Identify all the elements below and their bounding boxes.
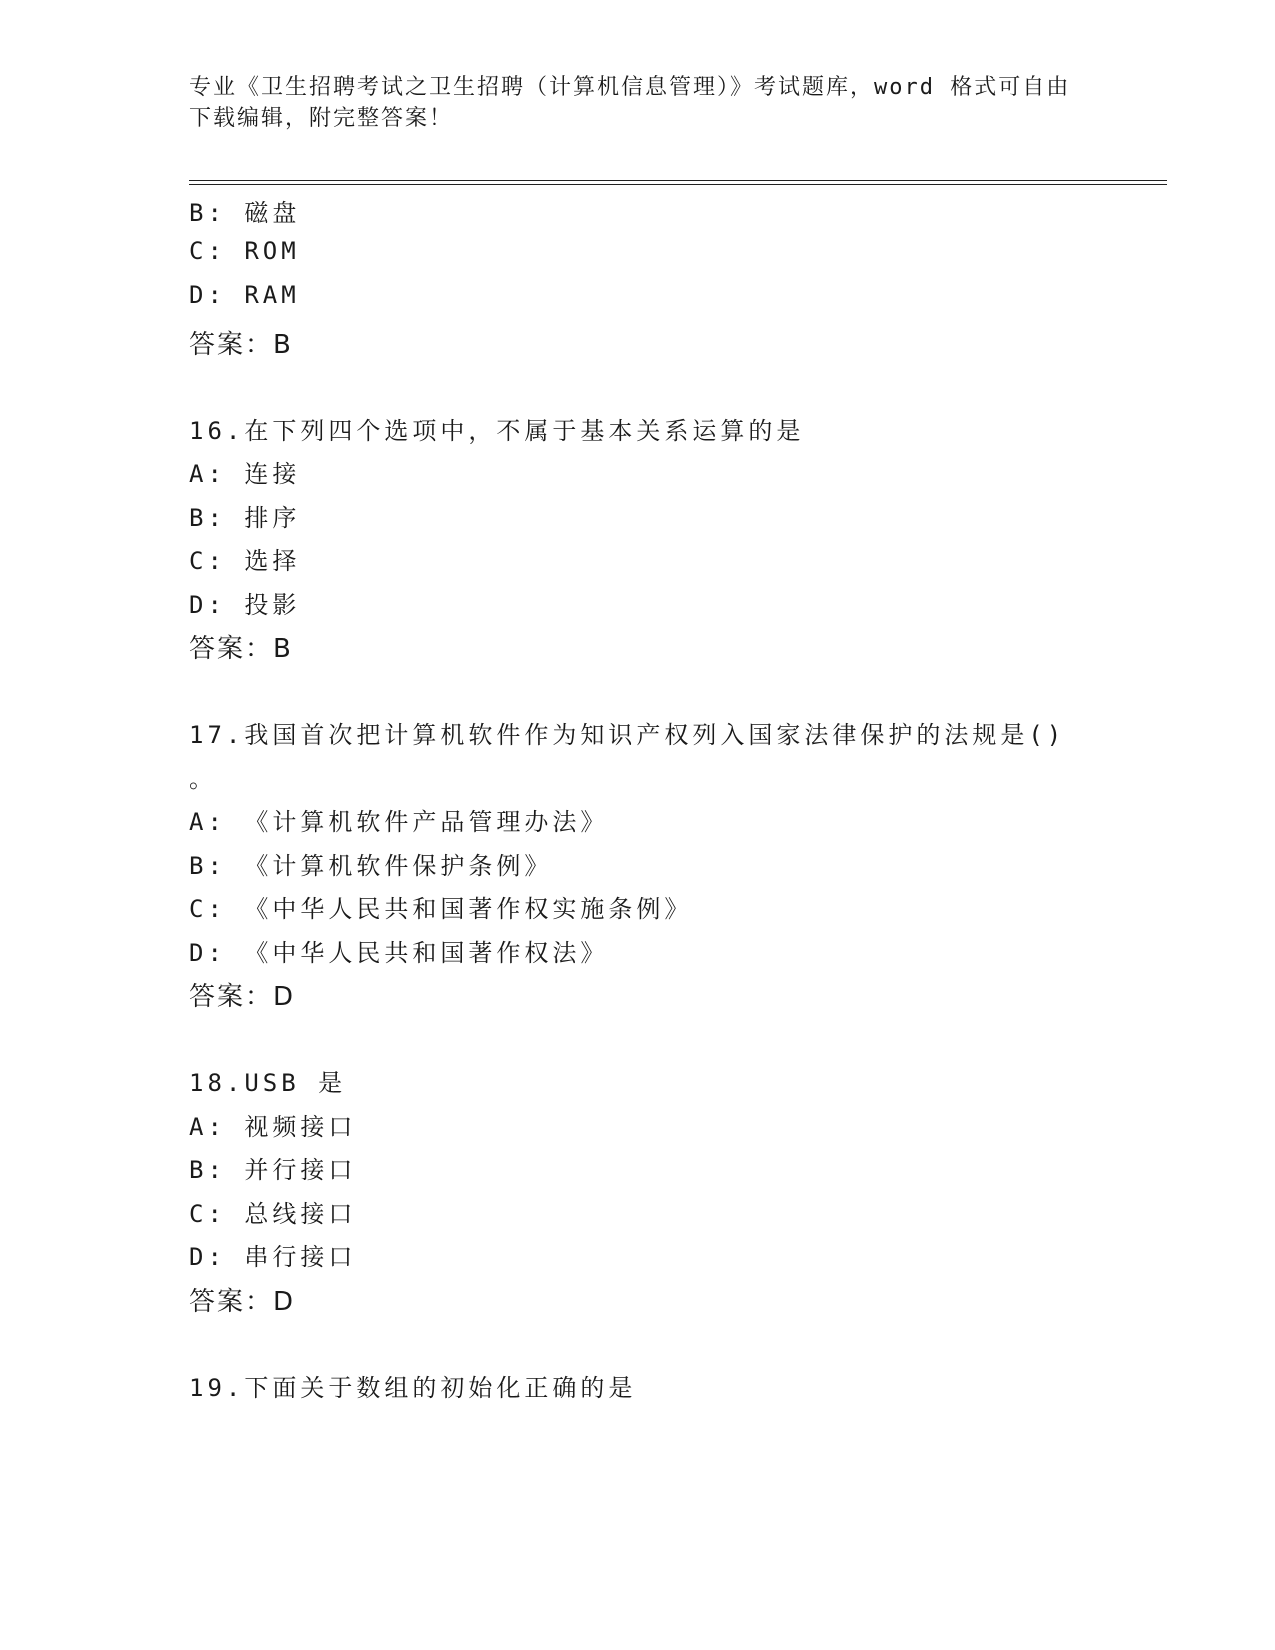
q17-option-c: C: 《中华人民共和国著作权实施条例》 xyxy=(189,895,693,923)
q18-option-c: C: 总线接口 xyxy=(189,1200,357,1228)
q15-answer: 答案：B xyxy=(189,330,293,360)
q16-question: 16.在下列四个选项中，不属于基本关系运算的是 xyxy=(189,417,805,445)
q18-option-b: B: 并行接口 xyxy=(189,1156,357,1184)
q17-option-b: B: 《计算机软件保护条例》 xyxy=(189,852,553,880)
q17-option-d: D: 《中华人民共和国著作权法》 xyxy=(189,939,609,967)
document-header: 专业《卫生招聘考试之卫生招聘（计算机信息管理）》考试题库，word 格式可自由下载编辑，附完整答案！ xyxy=(189,75,1071,131)
q15-option-c: C: ROM xyxy=(189,237,300,265)
q17-option-a: A: 《计算机软件产品管理办法》 xyxy=(189,808,609,836)
q18-answer: 答案：D xyxy=(189,1287,296,1317)
q19-question: 19.下面关于数组的初始化正确的是 xyxy=(189,1374,637,1402)
q16-option-d: D: 投影 xyxy=(189,591,301,619)
q16-option-b: B: 排序 xyxy=(189,504,301,532)
header-divider-bottom xyxy=(189,184,1167,185)
q18-option-a: A: 视频接口 xyxy=(189,1113,357,1141)
q16-answer: 答案：B xyxy=(189,634,293,664)
q17-answer: 答案：D xyxy=(189,982,296,1012)
q15-option-d: D: RAM xyxy=(189,281,300,309)
q18-question: 18.USB 是 xyxy=(189,1069,347,1097)
q17-question-continued: 。 xyxy=(189,765,217,793)
q15-option-b: B: 磁盘 xyxy=(189,199,301,227)
header-divider-top xyxy=(189,180,1167,181)
q16-option-a: A: 连接 xyxy=(189,460,301,488)
q17-question: 17.我国首次把计算机软件作为知识产权列入国家法律保护的法规是() xyxy=(189,721,1066,749)
q18-option-d: D: 串行接口 xyxy=(189,1243,357,1271)
q16-option-c: C: 选择 xyxy=(189,547,301,575)
